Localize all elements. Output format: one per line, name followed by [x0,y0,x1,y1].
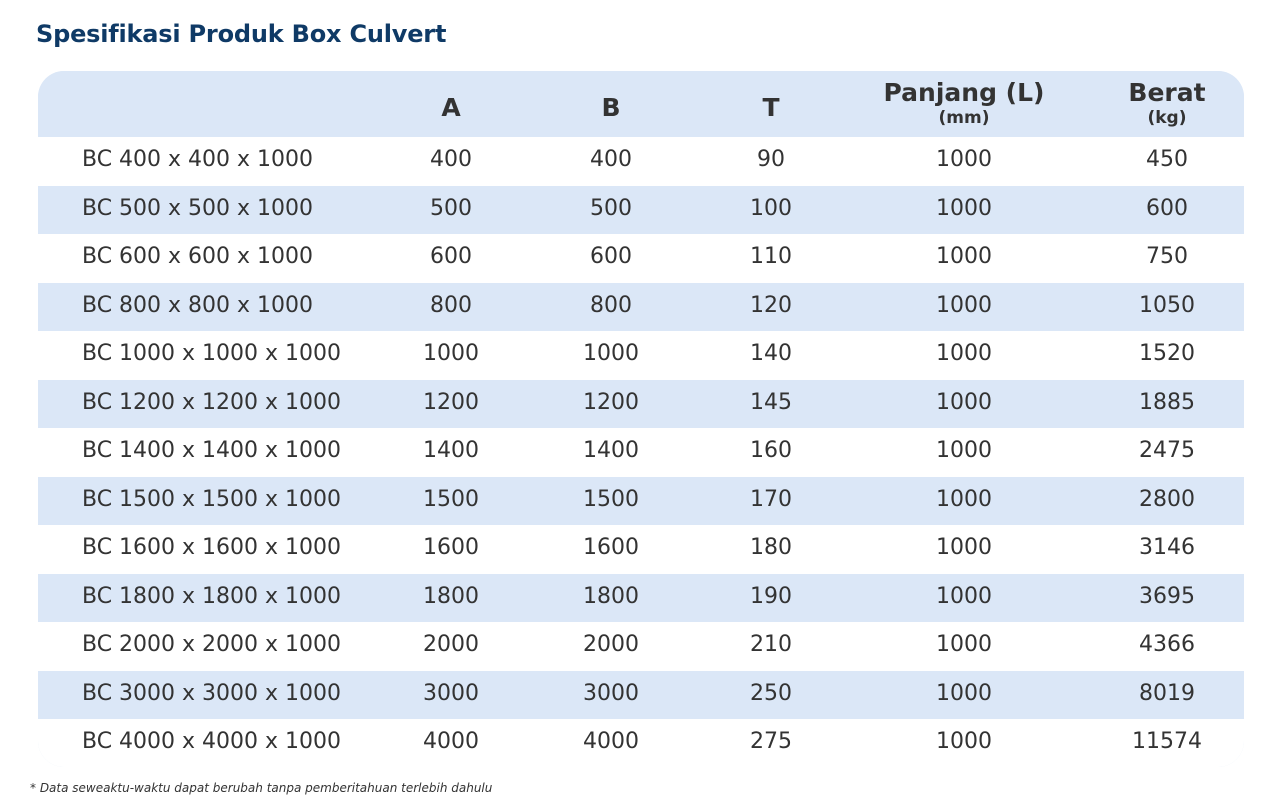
cell-name: BC 1600 x 1600 x 1000 [82,535,342,560]
cell-b: 400 [590,147,632,172]
cell-name: BC 400 x 400 x 1000 [82,147,314,172]
cell-t: 250 [750,680,792,706]
table-row [38,525,1244,574]
cell-b: 4000 [583,729,639,754]
cell-b: 1500 [583,486,639,512]
cell-t: 210 [750,632,792,657]
cell-w: 3695 [1139,583,1195,609]
cell-b: 1800 [583,583,639,609]
cell-t: 100 [750,195,792,221]
cell-name: BC 600 x 600 x 1000 [82,244,314,269]
header-berat: Berat (kg) [1128,78,1206,128]
header-a: A [441,93,461,122]
table-row [38,428,1244,477]
cell-w: 11574 [1132,729,1202,754]
page-title: Spesifikasi Produk Box Culvert [36,20,447,48]
cell-b: 600 [590,244,632,269]
cell-l: 1000 [936,535,992,560]
cell-b: 1200 [583,389,639,415]
cell-t: 190 [750,583,792,609]
cell-a: 1200 [423,389,479,415]
table-row [38,380,1244,429]
cell-l: 1000 [936,341,992,366]
cell-name: BC 800 x 800 x 1000 [82,292,314,318]
cell-b: 1600 [583,535,639,560]
cell-w: 1885 [1139,389,1195,415]
cell-a: 800 [430,292,472,318]
cell-name: BC 1000 x 1000 x 1000 [82,341,342,366]
cell-l: 1000 [936,632,992,657]
cell-name: BC 1500 x 1500 x 1000 [82,486,342,512]
table-row [38,671,1244,720]
cell-t: 170 [750,486,792,512]
table-row [38,283,1244,332]
spec-table [38,71,1244,767]
cell-l: 1000 [936,195,992,221]
cell-l: 1000 [936,389,992,415]
table-row [38,477,1244,526]
cell-l: 1000 [936,147,992,172]
cell-l: 1000 [936,438,992,463]
cell-a: 500 [430,195,472,221]
cell-t: 110 [750,244,792,269]
cell-name: BC 500 x 500 x 1000 [82,195,314,221]
cell-name: BC 3000 x 3000 x 1000 [82,680,342,706]
cell-w: 1050 [1139,292,1195,318]
header-panjang: Panjang (L) (mm) [883,78,1045,128]
header-t: T [762,93,780,122]
table-row [38,622,1244,671]
cell-b: 1000 [583,341,639,366]
cell-a: 1600 [423,535,479,560]
cell-t: 120 [750,292,792,318]
footnote: * Data seweaktu-waktu dapat berubah tanpa pemberitahuan terlebih dahulu [30,781,493,795]
cell-w: 2800 [1139,486,1195,512]
cell-b: 3000 [583,680,639,706]
cell-a: 3000 [423,680,479,706]
cell-t: 275 [750,729,792,754]
cell-w: 8019 [1139,680,1195,706]
cell-name: BC 1400 x 1400 x 1000 [82,438,342,463]
cell-b: 500 [590,195,632,221]
cell-w: 1520 [1139,341,1195,366]
cell-w: 600 [1146,195,1188,221]
cell-t: 90 [757,147,785,172]
table-row [38,331,1244,380]
table-row [38,186,1244,235]
table-row [38,574,1244,623]
cell-name: BC 4000 x 4000 x 1000 [82,729,342,754]
table-row [38,719,1244,767]
cell-w: 4366 [1139,632,1195,657]
cell-l: 1000 [936,244,992,269]
cell-t: 160 [750,438,792,463]
cell-a: 400 [430,147,472,172]
header-b: B [601,93,621,122]
cell-w: 2475 [1139,438,1195,463]
cell-l: 1000 [936,292,992,318]
cell-a: 600 [430,244,472,269]
cell-a: 4000 [423,729,479,754]
cell-a: 1800 [423,583,479,609]
cell-t: 145 [750,389,792,415]
cell-b: 800 [590,292,632,318]
cell-name: BC 2000 x 2000 x 1000 [82,632,342,657]
cell-w: 3146 [1139,535,1195,560]
cell-l: 1000 [936,583,992,609]
cell-t: 180 [750,535,792,560]
cell-t: 140 [750,341,792,366]
table-header [38,71,1244,137]
cell-a: 1400 [423,438,479,463]
cell-w: 450 [1146,147,1188,172]
cell-b: 2000 [583,632,639,657]
cell-w: 750 [1146,244,1188,269]
cell-a: 1500 [423,486,479,512]
cell-l: 1000 [936,729,992,754]
cell-l: 1000 [936,680,992,706]
cell-a: 2000 [423,632,479,657]
table-row [38,234,1244,283]
cell-b: 1400 [583,438,639,463]
cell-a: 1000 [423,341,479,366]
cell-name: BC 1200 x 1200 x 1000 [82,389,342,415]
table-row [38,137,1244,186]
cell-name: BC 1800 x 1800 x 1000 [82,583,342,609]
cell-l: 1000 [936,486,992,512]
